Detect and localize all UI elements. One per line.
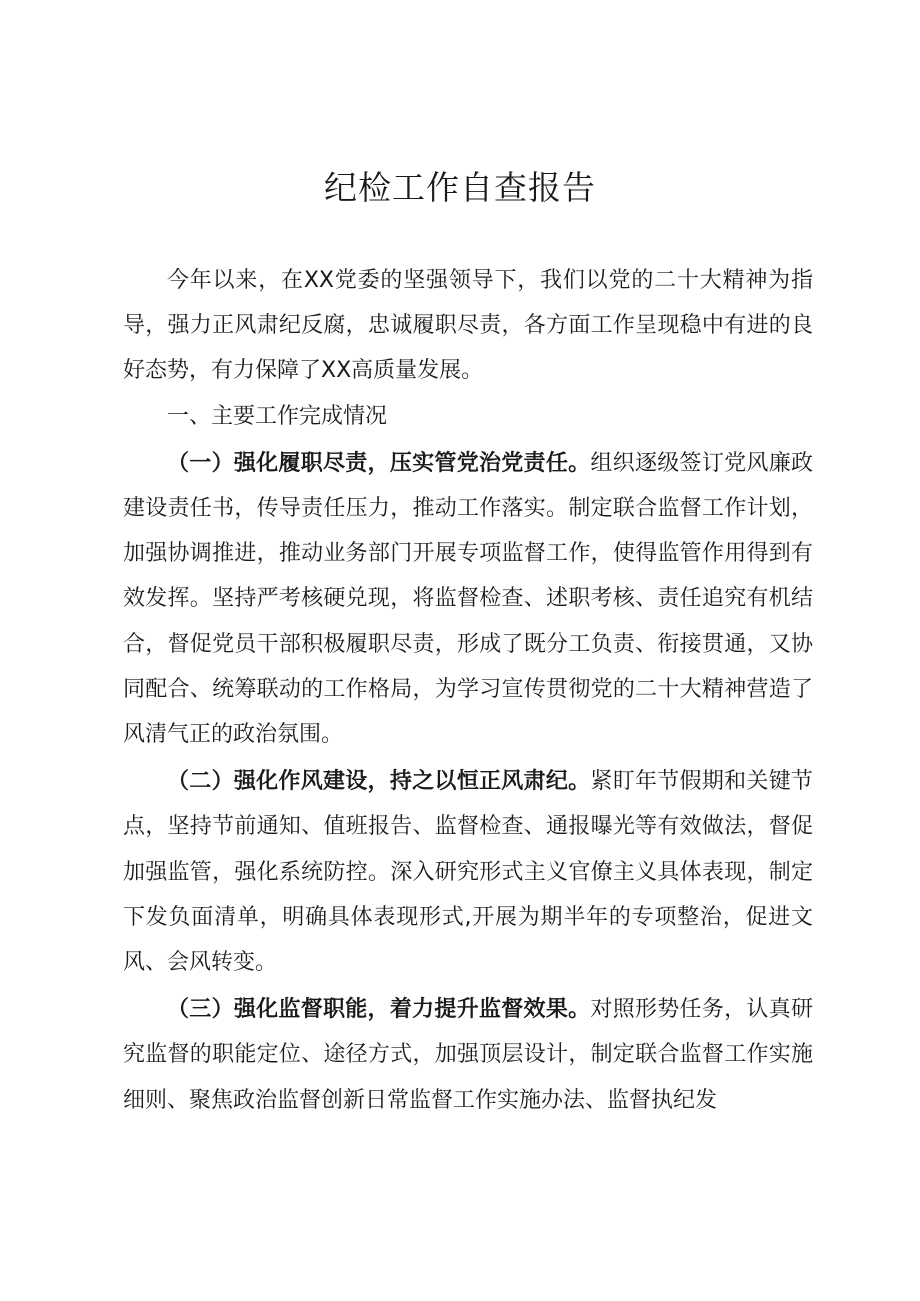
- document-body: [123, 258, 813, 1123]
- item-paragraph-2: [123, 759, 813, 985]
- document-title: 纪检工作自查报告: [324, 168, 596, 207]
- item-text-1: 组织逐级签订党风廉政建设责任书，传导责任压力，推动工作落实。制定联合监督工作计划，加强协调推进，推动业务部门开展专项监督工作，使得监管作用得到有效发挥。坚持严考核硬兑现，将监督检查、述职考核、责任追究有机结合，督促党员干部积极履职尽责，形成了既分工负责、衔接贯通，又协同配合、统筹联动的工作格局，为学习宣传贯彻党的二十大精神营造了风清气正的政治氛围。: [123, 450, 813, 748]
- section-heading: 一、主要工作完成情况: [167, 403, 388, 429]
- item-lead-2: （二）强化作风建设，持之以恒正风肃纪。: [167, 769, 591, 795]
- item-text-2: 紧盯年节假期和关键节点，坚持节前通知、值班报告、监督检查、通报曝光等有效做法，督促加强监管，强化系统防控。深入研究形式主义官僚主义具体表现，制定下发负面清单，明确具体表现形式,开展为期半年的专项整治，促进文风、会风转变。: [123, 769, 813, 976]
- item-paragraph-3: [123, 987, 813, 1123]
- item-lead-1: （一）强化履职尽责，压实管党治党责任。: [167, 450, 591, 476]
- item-paragraph-1: [123, 441, 813, 757]
- item-text-3: 对照形势任务，认真研究监督的职能定位、途径方式，加强顶层设计，制定联合监督工作实施细则、聚焦政治监督创新日常监督工作实施办法、监督执纪发: [123, 997, 813, 1113]
- intro-paragraph: 今年以来，在XX党委的坚强领导下，我们以党的二十大精神为指导，强力正风肃纪反腐，忠诚履职尽责，各方面工作呈现稳中有进的良好态势，有力保障了XX高质量发展。: [123, 268, 813, 384]
- item-lead-3: （三）强化监督职能，着力提升监督效果。: [167, 997, 591, 1023]
